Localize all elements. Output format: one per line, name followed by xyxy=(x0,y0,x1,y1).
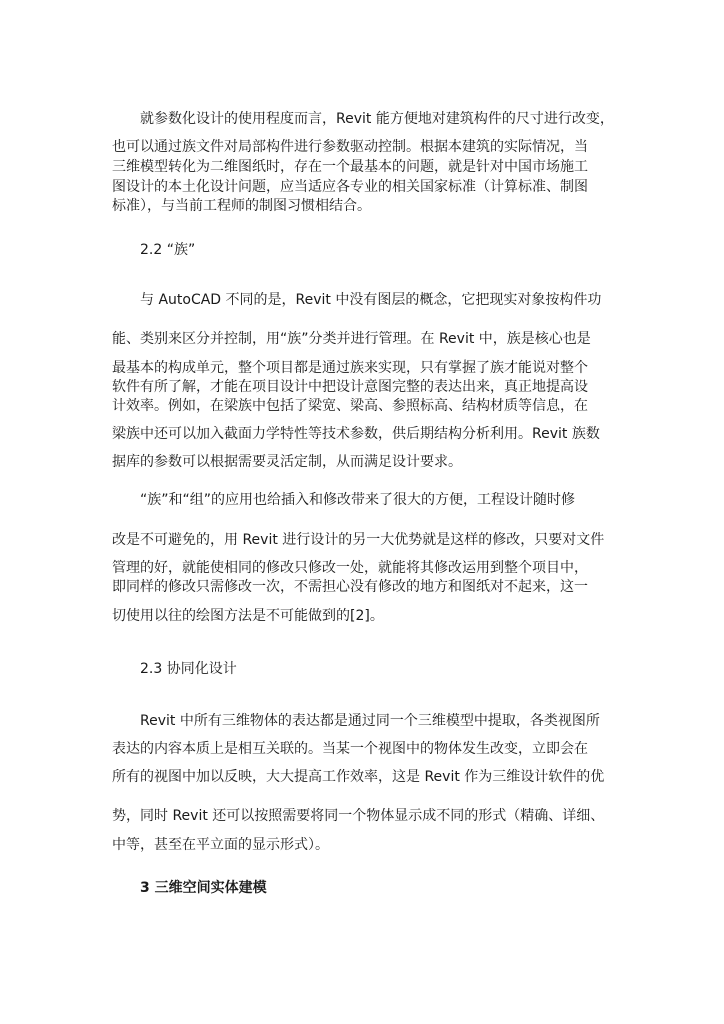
paragraph-line: 梁族中还可以加入截面力学特性等技术参数，供后期结构分析利用。Revit 族数 xyxy=(112,426,600,442)
paragraph-line: 切使用以往的绘图方法是不可能做到的[2]。 xyxy=(112,608,384,624)
paragraph-line: 就参数化设计的使用程度而言，Revit 能方便地对建筑构件的尺寸进行改变， xyxy=(140,111,614,127)
paragraph-line: Revit 中所有三维物体的表达都是通过同一个三维模型中提取，各类视图所 xyxy=(140,713,600,729)
paragraph-line: 势，同时 Revit 还可以按照需要将同一个物体显示成不同的形式（精确、详细、 xyxy=(112,808,605,824)
paragraph-line: 改是不可避免的，用 Revit 进行设计的另一大优势就是这样的修改，只要对文件 xyxy=(112,532,605,548)
paragraph-line: 管理的好，就能使相同的修改只修改一处，就能将其修改运用到整个项目中， xyxy=(112,560,588,576)
paragraph-line: 能、类别来区分并控制，用“族”分类并进行管理。在 Revit 中，族是核心也是 xyxy=(112,331,591,347)
section-heading: 2.2 “族” xyxy=(140,242,196,258)
paragraph-line: 图设计的本土化设计问题，应当适应各专业的相关国家标准（计算标准、制图 xyxy=(112,179,588,195)
paragraph-line: 即同样的修改只需修改一次，不需担心没有修改的地方和图纸对不起来，这一 xyxy=(112,579,588,595)
paragraph-line: 计效率。例如，在梁族中包括了梁宽、梁高、参照标高、结构材质等信息，在 xyxy=(112,398,588,414)
section-heading: 2.3 协同化设计 xyxy=(140,661,237,677)
paragraph-line: 与 AutoCAD 不同的是，Revit 中没有图层的概念，它把现实对象按构件功 xyxy=(140,292,602,308)
paragraph-line: 最基本的构成单元，整个项目都是通过族来实现，只有掌握了族才能说对整个 xyxy=(112,360,588,376)
paragraph-line: 三维模型转化为二维图纸时，存在一个最基本的问题，就是针对中国市场施工 xyxy=(112,159,588,175)
paragraph-line: 中等，甚至在平立面的显示形式）。 xyxy=(112,837,329,853)
paragraph-line: 据库的参数可以根据需要灵活定制，从而满足设计要求。 xyxy=(112,454,462,470)
paragraph-line: “族”和“组”的应用也给插入和修改带来了很大的方便，工程设计随时修 xyxy=(140,492,576,508)
paragraph-line: 标准），与当前工程师的制图习惯相结合。 xyxy=(112,198,371,214)
paragraph-line: 也可以通过族文件对局部构件进行参数驱动控制。根据本建筑的实际情况，当 xyxy=(112,139,588,155)
paragraph-line: 所有的视图中加以反映，大大提高工作效率，这是 Revit 作为三维设计软件的优 xyxy=(112,769,605,785)
section-heading: 3 三维空间实体建模 xyxy=(140,880,267,896)
paragraph-line: 表达的内容本质上是相互关联的。当某一个视图中的物体发生改变，立即会在 xyxy=(112,741,588,757)
paragraph-line: 软件有所了解，才能在项目设计中把设计意图完整的表达出来，真正地提高设 xyxy=(112,379,588,395)
